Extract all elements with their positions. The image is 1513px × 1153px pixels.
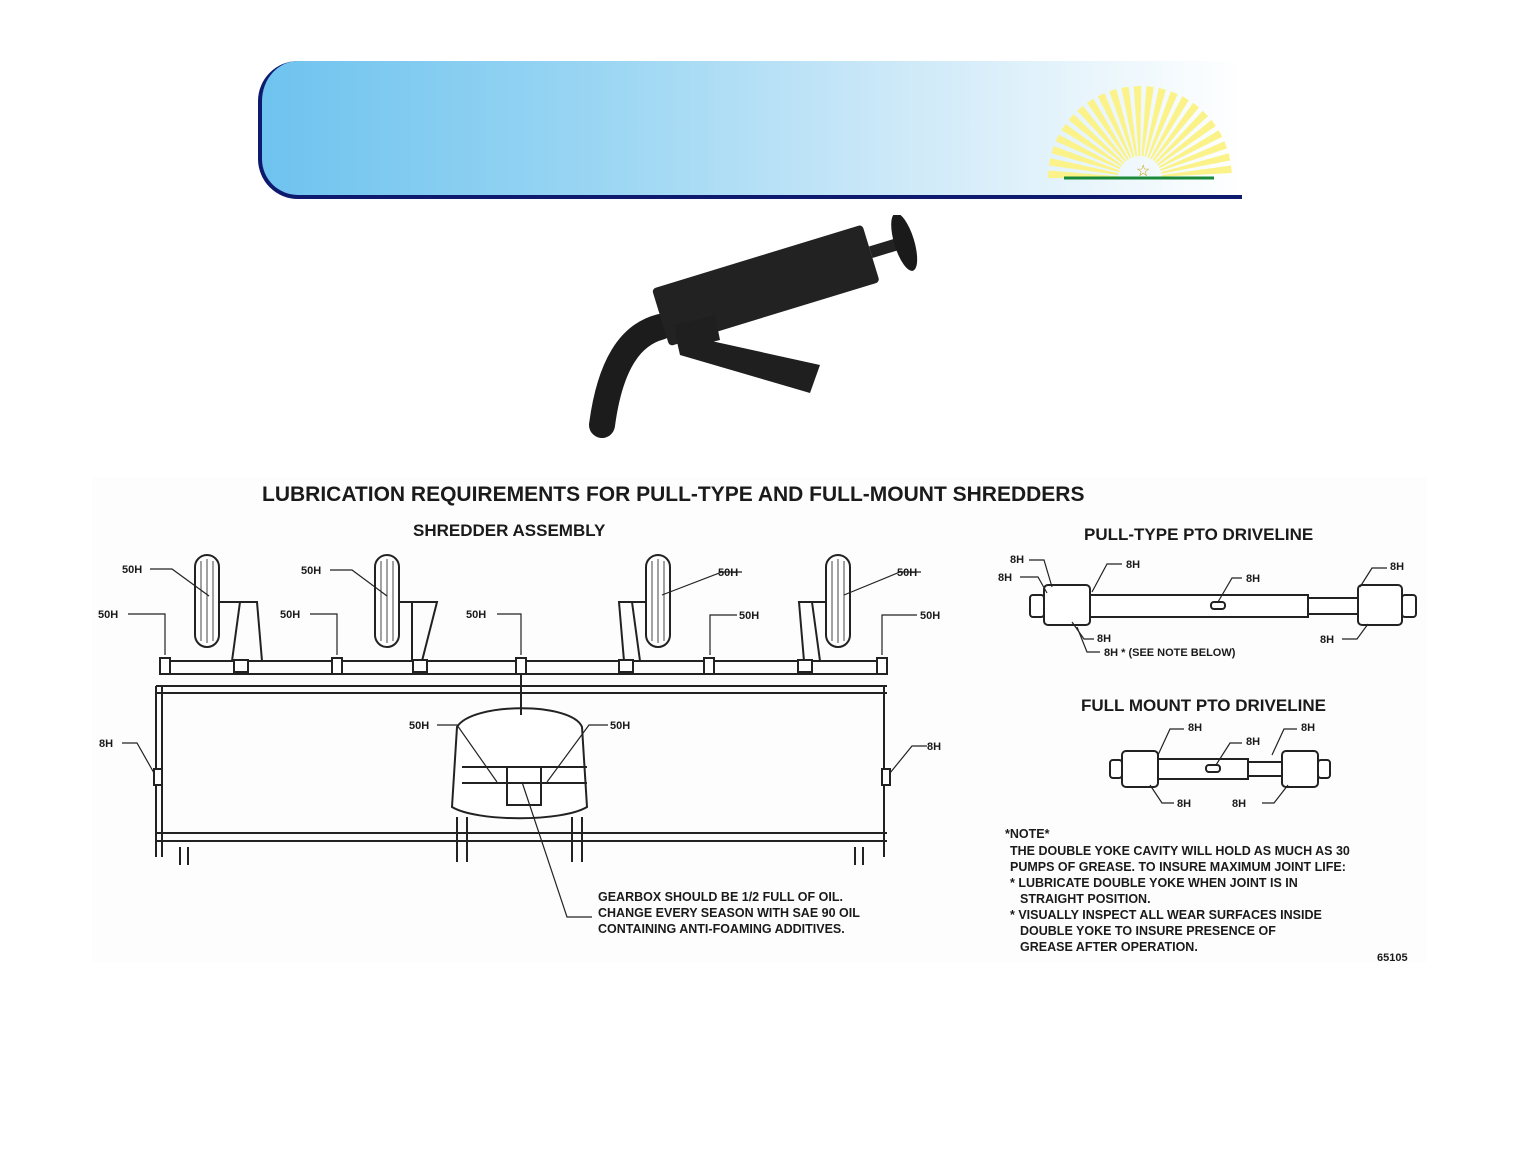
label-8h: 8H bbox=[1246, 736, 1261, 748]
grease-gun-image bbox=[540, 215, 940, 465]
note-line: * LUBRICATE DOUBLE YOKE WHEN JOINT IS IN bbox=[1010, 876, 1298, 890]
label-8h: 8H bbox=[1320, 634, 1335, 646]
shredder-assembly-heading: SHREDDER ASSEMBLY bbox=[413, 521, 606, 540]
label-8h: 8H bbox=[1126, 559, 1141, 571]
label-50h: 50H bbox=[739, 610, 760, 622]
label-8h: 8H bbox=[99, 738, 114, 750]
label-8h: 8H bbox=[1301, 722, 1316, 734]
star-icon: ☆ bbox=[1136, 163, 1151, 180]
gearbox-note-line-3: CONTAINING ANTI-FOAMING ADDITIVES. bbox=[598, 922, 845, 936]
wheels bbox=[195, 555, 850, 647]
note-line: DOUBLE YOKE TO INSURE PRESENCE OF bbox=[1020, 924, 1276, 938]
label-50h: 50H bbox=[610, 720, 631, 732]
left-side-fitting bbox=[154, 769, 162, 785]
label-8h: 8H bbox=[1097, 633, 1112, 645]
gearbox-note-line-2: CHANGE EVERY SEASON WITH SAE 90 OIL bbox=[598, 906, 860, 920]
label-8h: 8H bbox=[1177, 798, 1192, 810]
label-8h: 8H bbox=[1232, 798, 1247, 810]
label-50h: 50H bbox=[280, 609, 301, 621]
label-50h: 50H bbox=[122, 564, 143, 576]
note-line: GREASE AFTER OPERATION. bbox=[1020, 940, 1198, 954]
note-line: PUMPS OF GREASE. TO INSURE MAXIMUM JOINT LIFE: bbox=[1010, 860, 1346, 874]
label-8h: 8H bbox=[998, 572, 1013, 584]
pull-type-heading: PULL-TYPE PTO DRIVELINE bbox=[1084, 525, 1314, 544]
sun-logo bbox=[1040, 80, 1250, 200]
label-8h: 8H bbox=[1390, 561, 1405, 573]
full-mount-driveline bbox=[1110, 751, 1330, 787]
diagram-title: LUBRICATION REQUIREMENTS FOR PULL-TYPE AND FULL-MOUNT SHREDDERS bbox=[262, 483, 1085, 506]
label-8h: 8H bbox=[927, 741, 942, 753]
note-line: * VISUALLY INSPECT ALL WEAR SURFACES INSIDE bbox=[1010, 908, 1322, 922]
part-number: 65105 bbox=[1377, 952, 1408, 962]
label-50h: 50H bbox=[920, 610, 941, 622]
label-50h: 50H bbox=[466, 609, 487, 621]
label-50h: 50H bbox=[409, 720, 430, 732]
label-8h: 8H bbox=[1010, 554, 1025, 566]
right-side-fitting bbox=[882, 769, 890, 785]
pull-type-driveline bbox=[1030, 585, 1416, 625]
label-50h: 50H bbox=[718, 567, 739, 579]
label-50h: 50H bbox=[301, 565, 322, 577]
label-50h: 50H bbox=[897, 567, 918, 579]
note-line: THE DOUBLE YOKE CAVITY WILL HOLD AS MUCH AS 30 bbox=[1010, 844, 1350, 858]
note-line: STRAIGHT POSITION. bbox=[1020, 892, 1151, 906]
note-block bbox=[1005, 827, 1350, 954]
gearbox-note-line-1: GEARBOX SHOULD BE 1/2 FULL OF OIL. bbox=[598, 890, 843, 904]
note-heading: *NOTE* bbox=[1005, 827, 1050, 841]
lubrication-diagram-svg bbox=[92, 477, 1427, 962]
label-8h: 8H bbox=[1188, 722, 1203, 734]
lubrication-diagram bbox=[92, 477, 1427, 962]
see-note-label: 8H * (SEE NOTE BELOW) bbox=[1104, 647, 1236, 659]
label-50h: 50H bbox=[98, 609, 119, 621]
label-8h: 8H bbox=[1246, 573, 1261, 585]
full-mount-heading: FULL MOUNT PTO DRIVELINE bbox=[1081, 696, 1326, 715]
wheel-arms bbox=[219, 602, 826, 661]
